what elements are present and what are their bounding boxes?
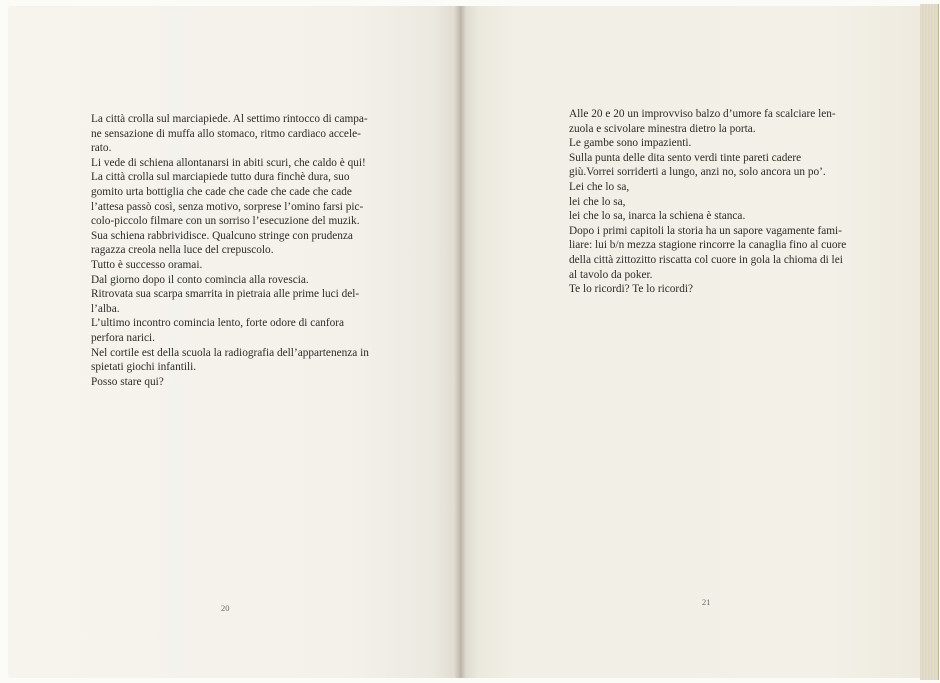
text-line: lei che lo sa, bbox=[569, 195, 626, 208]
book-gutter bbox=[454, 6, 466, 678]
page-number-left: 20 bbox=[221, 603, 230, 613]
text-line: l’alba. bbox=[91, 302, 120, 315]
text-line: Alle 20 e 20 un improvviso balzo d’umore fa scalciare len- bbox=[569, 108, 836, 120]
page-number-right: 21 bbox=[702, 597, 711, 607]
left-page-text bbox=[91, 112, 369, 389]
text-line: rato. bbox=[91, 142, 112, 155]
text-line: l’attesa passò così, senza motivo, sorprese l’omino farsi pic- bbox=[91, 200, 364, 213]
text-line: colo-piccolo filmare con un sorriso l’esecuzione del muzik. bbox=[91, 215, 360, 228]
text-line: Tutto è successo oramai. bbox=[91, 258, 203, 271]
text-line: gomito urta bottiglia che cade che cade che cade che cade bbox=[91, 185, 352, 198]
text-line: Ritrovata sua scarpa smarrita in pietraia alle prime luci del- bbox=[91, 288, 360, 301]
text-line: Le gambe sono impazienti. bbox=[569, 137, 692, 150]
text-line: Sulla punta delle dita sento verdi tinte pareti cadere bbox=[569, 151, 802, 164]
text-line: Lei che lo sa, bbox=[569, 180, 630, 193]
text-line: Dal giorno dopo il conto comincia alla rovescia. bbox=[91, 273, 309, 286]
text-line: ragazza creola nella luce del crepuscolo. bbox=[91, 244, 274, 257]
text-line: La città crolla sul marciapiede. Al settimo rintocco di campa- bbox=[91, 113, 368, 125]
text-line: Li vede di schiena allontanarsi in abiti scuri, che caldo è qui! bbox=[91, 156, 366, 169]
text-line: lei che lo sa, inarca la schiena è stanca. bbox=[569, 210, 746, 223]
text-line: L’ultimo incontro comincia lento, forte odore di canfora bbox=[91, 317, 345, 330]
text-line: perfora narici. bbox=[91, 331, 155, 344]
text-line: Posso stare qui? bbox=[91, 375, 164, 388]
text-line: giù.Vorrei sorriderti a lungo, anzi no, solo ancora un po’. bbox=[569, 166, 826, 179]
text-line: Nel cortile est della scuola la radiografia dell’appartenenza in bbox=[91, 346, 369, 359]
text-line: La città crolla sul marciapiede tutto dura finchè dura, suo bbox=[91, 171, 350, 184]
right-page-text bbox=[569, 107, 846, 297]
text-line: Sua schiena rabbrividisce. Qualcuno stringe con prudenza bbox=[91, 229, 353, 242]
text-line: della città zittozitto riscatta col cuore in gola la chioma di lei bbox=[569, 253, 843, 266]
text-line: liare: lui b/n mezza stagione rincorre la canaglia fino al cuore bbox=[569, 239, 847, 252]
text-line: Dopo i primi capitoli la storia ha un sapore vagamente fami- bbox=[569, 224, 842, 237]
text-line: zuola e scivolare minestra dietro la porta. bbox=[569, 122, 756, 135]
text-line: spietati giochi infantili. bbox=[91, 361, 197, 374]
text-line: Te lo ricordi? Te lo ricordi? bbox=[569, 283, 693, 296]
text-line: ne sensazione di muffa allo stomaco, ritmo cardiaco accele- bbox=[91, 127, 361, 140]
page-edges bbox=[920, 4, 939, 680]
text-line: al tavolo da poker. bbox=[569, 268, 653, 281]
